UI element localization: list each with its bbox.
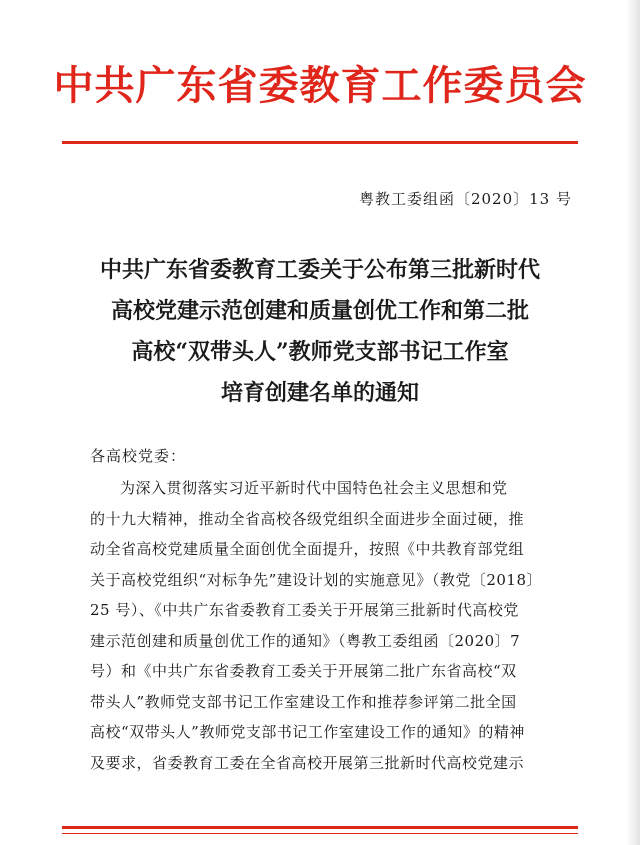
- body-line: 25 号）、《中共广东省委教育工委关于开展第三批新时代高校党: [90, 601, 519, 619]
- title-line: 培育创建名单的通知: [220, 380, 419, 406]
- body-line: 动全省高校党建质量全面创优全面提升，按照《中共教育部党组: [90, 540, 525, 558]
- body-line: 的十九大精神，推动全省高校各级党组织全面进步全面过硬，推: [90, 509, 525, 528]
- title-line: 中共广东省委教育工委关于公布第三批新时代: [99, 257, 540, 283]
- title-line: 高校“双带头人”教师党支部书记工作室: [131, 339, 509, 365]
- body-line: 带头人”教师党支部书记工作室建设工作和推荐参评第二批全国: [90, 692, 517, 711]
- footer-divider: [62, 826, 578, 829]
- body-line: 建示范创建和质量创优工作的通知》（粤教工委组函〔2020〕7: [90, 631, 521, 650]
- body-line: 关于高校党组织“对标争先”建设计划的实施意见》（教党〔2018〕: [90, 570, 543, 589]
- body-line: 为深入贯彻落实习近平新时代中国特色社会主义思想和党: [120, 479, 508, 497]
- document-title: [0, 250, 640, 414]
- body-line: 及要求，省委教育工委在全省高校开展第三批新时代高校党建示: [90, 753, 525, 772]
- letterhead-title: 中共广东省委教育工作委员会: [53, 62, 587, 109]
- document-number: 粤教工委组函〔2020〕13 号: [358, 190, 572, 208]
- page-edge-shadow: [626, 0, 640, 845]
- body-line: 高校“双带头人”教师党支部书记工作室建设工作的通知》的精神: [90, 723, 525, 741]
- body-line: 号）和《中共广东省委教育工委关于开展第二批广东省高校“双: [90, 662, 517, 680]
- footer-divider-thin: [62, 833, 578, 834]
- title-line: 高校党建示范创建和质量创优工作和第二批: [110, 298, 529, 324]
- letterhead-divider: [62, 141, 578, 144]
- salutation: 各高校党委：: [90, 447, 187, 465]
- body-paragraph: [90, 473, 590, 778]
